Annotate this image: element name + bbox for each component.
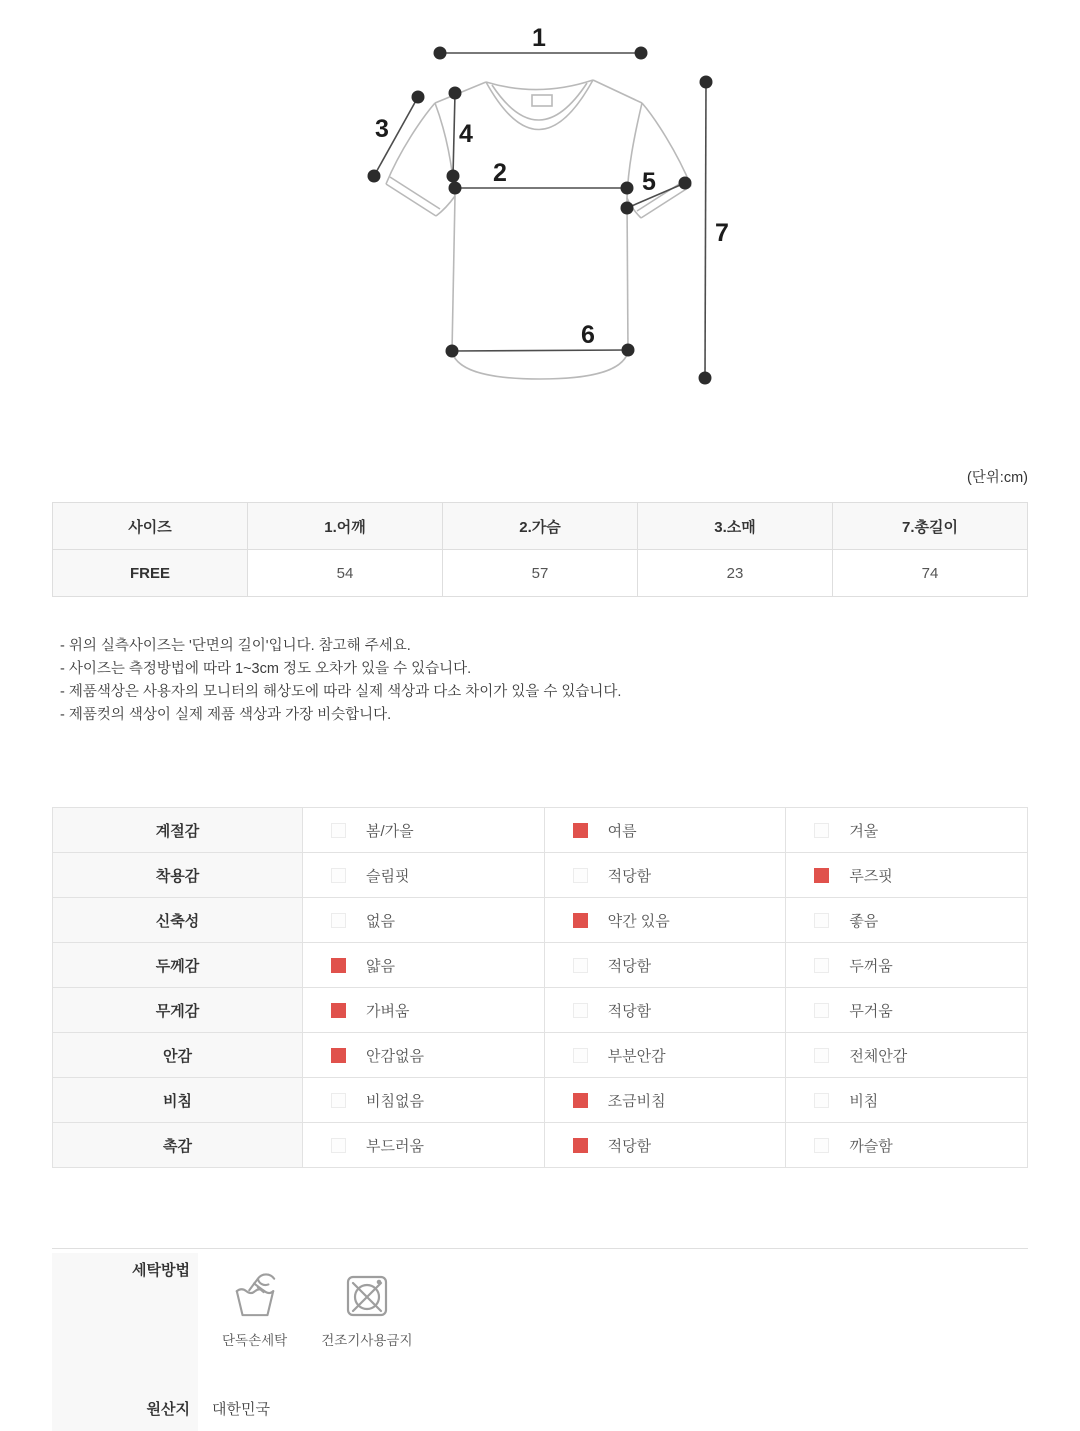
attribute-option [786, 943, 1028, 988]
attribute-label: 계절감 [53, 808, 303, 853]
attribute-option [544, 1033, 786, 1078]
checkbox-icon [814, 1138, 829, 1153]
attribute-option [303, 1078, 545, 1123]
size-value-cell: 57 [443, 550, 638, 597]
attribute-option [303, 898, 545, 943]
option-label: 비침없음 [366, 1092, 424, 1110]
checkbox-icon [814, 1003, 829, 1018]
notes-list [60, 635, 621, 727]
checkbox-icon [814, 823, 829, 838]
attribute-option [544, 988, 786, 1033]
care-methods [222, 1272, 413, 1349]
attribute-option [786, 1078, 1028, 1123]
attribute-option [786, 988, 1028, 1033]
attribute-option [544, 1123, 786, 1168]
attribute-row [53, 808, 1028, 853]
checkbox-icon [573, 1093, 588, 1108]
size-table-header-row [53, 503, 1028, 550]
checkbox-icon [573, 868, 588, 883]
attribute-option [303, 853, 545, 898]
checkbox-icon [814, 1048, 829, 1063]
option-label: 약간 있음 [607, 912, 670, 930]
size-table-header: 7.총길이 [833, 503, 1028, 550]
attribute-label: 두께감 [53, 943, 303, 988]
measure-label-6: 6 [581, 321, 595, 349]
collar-tag [532, 95, 552, 106]
option-label: 전체안감 [849, 1047, 908, 1065]
measure-line-3 [368, 91, 425, 183]
option-label: 적당함 [607, 1137, 652, 1155]
attribute-label: 신축성 [53, 898, 303, 943]
option-label: 적당함 [607, 957, 652, 975]
checkbox-icon [814, 1093, 829, 1108]
size-table-header: 사이즈 [53, 503, 248, 550]
tshirt-outline [386, 80, 691, 379]
section-divider [52, 1248, 1028, 1249]
care-method-label: 건조기사용금지 [321, 1333, 413, 1348]
note-line: - 제품색상은 사용자의 모니터의 해상도에 따라 실제 색상과 다소 차이가 있을 수 있습니다. [60, 684, 622, 700]
hand-wash-icon [231, 1272, 279, 1318]
checkbox-icon [331, 958, 346, 973]
option-label: 까슬함 [849, 1137, 893, 1155]
tshirt-measurement-diagram [0, 0, 1080, 440]
attribute-row [53, 1033, 1028, 1078]
attribute-option [303, 1123, 545, 1168]
option-label: 없음 [366, 912, 395, 930]
care-method-label: 단독손세탁 [222, 1333, 288, 1348]
checkbox-icon [331, 1048, 346, 1063]
checkbox-icon [331, 823, 346, 838]
attribute-row [53, 943, 1028, 988]
option-label: 부드러움 [366, 1137, 424, 1155]
option-label: 비침 [849, 1092, 879, 1110]
attribute-label: 무게감 [53, 988, 303, 1033]
attribute-row [53, 898, 1028, 943]
checkbox-icon [331, 1138, 346, 1153]
care-section-label: 세탁방법 [132, 1262, 190, 1279]
measure-line-1 [434, 24, 648, 60]
unit-note: (단위:cm) [966, 470, 1028, 486]
size-table-header: 2.가슴 [443, 503, 638, 550]
checkbox-icon [814, 913, 829, 928]
no-tumble-dry-icon [345, 1272, 389, 1318]
measure-label-1: 1 [532, 24, 546, 52]
attribute-option [303, 808, 545, 853]
measure-label-5: 5 [642, 168, 656, 196]
attribute-option [544, 808, 786, 853]
option-label: 루즈핏 [849, 867, 893, 885]
checkbox-icon [814, 958, 829, 973]
option-label: 조금비침 [607, 1092, 666, 1110]
option-label: 부분안감 [607, 1047, 666, 1065]
size-value-cell: 23 [638, 550, 833, 597]
attribute-row [53, 988, 1028, 1033]
attribute-label: 비침 [53, 1078, 303, 1123]
attribute-label: 안감 [53, 1033, 303, 1078]
attribute-option [303, 943, 545, 988]
checkbox-icon [573, 1048, 588, 1063]
attribute-option [303, 988, 545, 1033]
attribute-option [544, 898, 786, 943]
measure-label-2: 2 [493, 159, 507, 187]
measure-label-4: 4 [459, 120, 473, 148]
size-table-header: 1.어깨 [248, 503, 443, 550]
option-label: 적당함 [607, 867, 652, 885]
note-line: - 제품컷의 색상이 실제 제품 색상과 가장 비슷합니다. [60, 707, 392, 723]
option-label: 가벼움 [366, 1002, 410, 1020]
care-method [222, 1272, 287, 1349]
option-label: 적당함 [607, 1002, 652, 1020]
option-label: 무거움 [849, 1002, 893, 1020]
measure-label-7: 7 [715, 219, 729, 247]
measure-line-6 [446, 321, 635, 358]
attribute-option [544, 853, 786, 898]
attribute-option [786, 808, 1028, 853]
checkbox-icon [573, 1003, 588, 1018]
checkbox-icon [331, 868, 346, 883]
option-label: 두꺼움 [849, 957, 893, 975]
attribute-row [53, 1078, 1028, 1123]
attribute-label: 촉감 [53, 1123, 303, 1168]
size-table-row [53, 550, 1028, 597]
option-label: 좋음 [849, 912, 879, 930]
attribute-option [786, 898, 1028, 943]
origin-value: 대한민국 [212, 1401, 270, 1418]
care-method [321, 1272, 412, 1349]
option-label: 안감없음 [366, 1047, 424, 1065]
option-label: 여름 [607, 822, 637, 840]
attribute-row [53, 1123, 1028, 1168]
checkbox-icon [331, 1093, 346, 1108]
attribute-option [786, 853, 1028, 898]
option-label: 겨울 [849, 822, 879, 840]
size-value-cell: 54 [248, 550, 443, 597]
attribute-option [544, 1078, 786, 1123]
measure-line-7 [699, 76, 729, 385]
note-line: - 사이즈는 측정방법에 따라 1~3cm 정도 오차가 있을 수 있습니다. [60, 661, 472, 677]
attribute-label: 착용감 [53, 853, 303, 898]
measure-label-3: 3 [375, 115, 389, 143]
checkbox-icon [331, 1003, 346, 1018]
origin-label: 원산지 [146, 1401, 190, 1418]
checkbox-icon [814, 868, 829, 883]
attributes-table [52, 807, 1028, 1168]
option-label: 얇음 [366, 957, 395, 975]
measure-line-2 [449, 159, 634, 195]
attribute-option [303, 1033, 545, 1078]
size-name-cell: FREE [53, 550, 248, 597]
option-label: 봄/가을 [366, 822, 414, 840]
checkbox-icon [573, 958, 588, 973]
option-label: 슬림핏 [366, 867, 410, 885]
size-table [52, 502, 1028, 597]
measure-line-4 [447, 87, 474, 183]
attribute-row [53, 853, 1028, 898]
checkbox-icon [573, 913, 588, 928]
attribute-option [786, 1123, 1028, 1168]
attribute-option [786, 1033, 1028, 1078]
checkbox-icon [573, 1138, 588, 1153]
size-table-header: 3.소매 [638, 503, 833, 550]
checkbox-icon [331, 913, 346, 928]
size-value-cell: 74 [833, 550, 1028, 597]
checkbox-icon [573, 823, 588, 838]
note-line: - 위의 실측사이즈는 '단면의 길이'입니다. 참고해 주세요. [60, 638, 411, 654]
attribute-option [544, 943, 786, 988]
